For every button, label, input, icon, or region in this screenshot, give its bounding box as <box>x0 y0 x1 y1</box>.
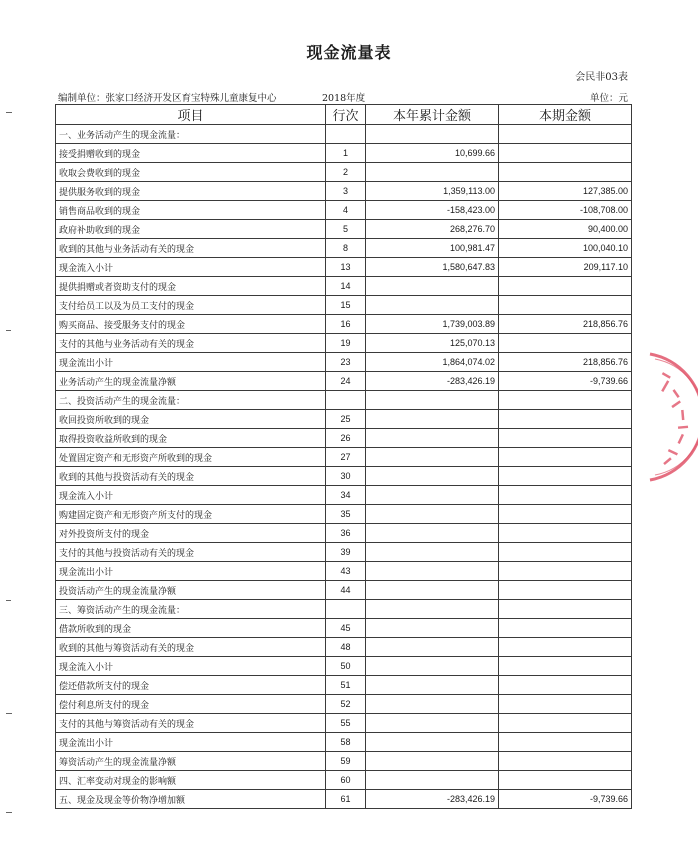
row-ytd-amount <box>366 581 499 600</box>
row-current-amount <box>499 486 632 505</box>
row-item-label: 提供捐赠或者资助支付的现金 <box>56 277 326 296</box>
table-row <box>56 334 632 353</box>
row-ytd-amount: 100,981.47 <box>366 239 499 258</box>
table-row <box>56 581 632 600</box>
row-current-amount <box>499 144 632 163</box>
row-ytd-amount <box>366 600 499 619</box>
row-line-number: 4 <box>326 201 366 220</box>
currency-unit: 单位：元 <box>589 93 628 104</box>
row-current-amount: 209,117.10 <box>499 258 632 277</box>
table-row <box>56 733 632 752</box>
table-row <box>56 752 632 771</box>
row-current-amount <box>499 391 632 410</box>
row-current-amount <box>499 429 632 448</box>
row-current-amount <box>499 733 632 752</box>
row-current-amount <box>499 334 632 353</box>
row-ytd-amount <box>366 429 499 448</box>
table-row <box>56 638 632 657</box>
row-current-amount: 218,856.76 <box>499 353 632 372</box>
row-item-label: 购建固定资产和无形资产所支付的现金 <box>56 505 326 524</box>
row-line-number: 59 <box>326 752 366 771</box>
row-ytd-amount: 10,699.66 <box>366 144 499 163</box>
row-item-label: 业务活动产生的现金流量净额 <box>56 372 326 391</box>
row-line-number <box>326 391 366 410</box>
row-line-number: 39 <box>326 543 366 562</box>
row-item-label: 收取会费收到的现金 <box>56 163 326 182</box>
row-item-label: 现金流入小计 <box>56 657 326 676</box>
row-ytd-amount <box>366 562 499 581</box>
row-current-amount: -9,739.66 <box>499 790 632 809</box>
row-line-number: 2 <box>326 163 366 182</box>
row-ytd-amount <box>366 467 499 486</box>
table-row <box>56 448 632 467</box>
row-item-label: 收回投资所收到的现金 <box>56 410 326 429</box>
row-line-number: 43 <box>326 562 366 581</box>
row-item-label: 偿还借款所支付的现金 <box>56 676 326 695</box>
cash-flow-table <box>55 104 632 809</box>
row-ytd-amount <box>366 524 499 543</box>
row-item-label: 接受捐赠收到的现金 <box>56 144 326 163</box>
row-line-number: 61 <box>326 790 366 809</box>
row-ytd-amount: 1,739,003.89 <box>366 315 499 334</box>
table-row <box>56 315 632 334</box>
row-ytd-amount: 268,276.70 <box>366 220 499 239</box>
table-row <box>56 163 632 182</box>
row-current-amount: -9,739.66 <box>499 372 632 391</box>
table-row <box>56 144 632 163</box>
row-current-amount <box>499 125 632 144</box>
row-line-number: 19 <box>326 334 366 353</box>
organization-seal <box>628 352 698 482</box>
row-current-amount <box>499 676 632 695</box>
row-current-amount <box>499 619 632 638</box>
row-item-label: 处置固定资产和无形资产所收到的现金 <box>56 448 326 467</box>
row-ytd-amount <box>366 733 499 752</box>
row-item-label: 购买商品、接受服务支付的现金 <box>56 315 326 334</box>
table-row <box>56 524 632 543</box>
row-item-label: 现金流出小计 <box>56 562 326 581</box>
row-ytd-amount <box>366 657 499 676</box>
table-row <box>56 714 632 733</box>
row-item-label: 收到的其他与投资活动有关的现金 <box>56 467 326 486</box>
statement-title: 现金流量表 <box>306 43 392 62</box>
table-row <box>56 505 632 524</box>
header-item: 项目 <box>56 105 326 125</box>
row-line-number: 24 <box>326 372 366 391</box>
row-line-number <box>326 600 366 619</box>
table-row <box>56 600 632 619</box>
row-item-label: 现金流入小计 <box>56 486 326 505</box>
table-row <box>56 562 632 581</box>
row-ytd-amount <box>366 448 499 467</box>
row-line-number: 27 <box>326 448 366 467</box>
row-line-number: 16 <box>326 315 366 334</box>
row-ytd-amount <box>366 125 499 144</box>
row-line-number: 52 <box>326 695 366 714</box>
row-ytd-amount <box>366 163 499 182</box>
row-line-number: 48 <box>326 638 366 657</box>
row-current-amount <box>499 163 632 182</box>
row-ytd-amount <box>366 752 499 771</box>
row-current-amount <box>499 714 632 733</box>
table-row <box>56 657 632 676</box>
row-line-number <box>326 125 366 144</box>
row-current-amount: 127,385.00 <box>499 182 632 201</box>
header-current-amount: 本期金额 <box>499 105 632 125</box>
row-item-label: 现金流出小计 <box>56 353 326 372</box>
row-current-amount <box>499 296 632 315</box>
row-ytd-amount: 1,580,647.83 <box>366 258 499 277</box>
row-line-number: 26 <box>326 429 366 448</box>
table-row <box>56 486 632 505</box>
scan-mark <box>6 713 12 714</box>
row-item-label: 现金流出小计 <box>56 733 326 752</box>
row-current-amount <box>499 657 632 676</box>
row-current-amount <box>499 448 632 467</box>
row-ytd-amount <box>366 486 499 505</box>
table-row <box>56 676 632 695</box>
row-line-number: 15 <box>326 296 366 315</box>
row-line-number: 55 <box>326 714 366 733</box>
table-row <box>56 220 632 239</box>
row-current-amount <box>499 505 632 524</box>
table-row <box>56 182 632 201</box>
row-ytd-amount <box>366 676 499 695</box>
row-ytd-amount: -283,426.19 <box>366 372 499 391</box>
table-row <box>56 239 632 258</box>
table-row <box>56 391 632 410</box>
table-row <box>56 790 632 809</box>
row-current-amount <box>499 277 632 296</box>
row-ytd-amount <box>366 771 499 790</box>
row-line-number: 35 <box>326 505 366 524</box>
header-ytd-amount: 本年累计金额 <box>366 105 499 125</box>
row-item-label: 销售商品收到的现金 <box>56 201 326 220</box>
row-item-label: 投资活动产生的现金流量净额 <box>56 581 326 600</box>
row-item-label: 支付给员工以及为员工支付的现金 <box>56 296 326 315</box>
table-row <box>56 467 632 486</box>
row-line-number: 23 <box>326 353 366 372</box>
row-line-number: 36 <box>326 524 366 543</box>
row-current-amount: 90,400.00 <box>499 220 632 239</box>
row-line-number: 51 <box>326 676 366 695</box>
row-ytd-amount <box>366 277 499 296</box>
fiscal-year: 2018年度 <box>322 93 366 104</box>
row-item-label: 四、汇率变动对现金的影响额 <box>56 771 326 790</box>
row-current-amount <box>499 638 632 657</box>
scan-mark <box>6 812 12 813</box>
row-item-label: 支付的其他与投资活动有关的现金 <box>56 543 326 562</box>
table-row <box>56 429 632 448</box>
row-ytd-amount <box>366 505 499 524</box>
row-ytd-amount: 1,359,113.00 <box>366 182 499 201</box>
row-ytd-amount <box>366 638 499 657</box>
table-row <box>56 695 632 714</box>
row-item-label: 取得投资收益所收到的现金 <box>56 429 326 448</box>
row-item-label: 对外投资所支付的现金 <box>56 524 326 543</box>
row-line-number: 45 <box>326 619 366 638</box>
row-ytd-amount <box>366 714 499 733</box>
row-item-label: 收到的其他与业务活动有关的现金 <box>56 239 326 258</box>
row-item-label: 提供服务收到的现金 <box>56 182 326 201</box>
table-header-row <box>56 105 632 125</box>
row-current-amount: 218,856.76 <box>499 315 632 334</box>
table-row <box>56 410 632 429</box>
row-line-number: 3 <box>326 182 366 201</box>
row-current-amount <box>499 467 632 486</box>
row-current-amount <box>499 695 632 714</box>
table-row <box>56 258 632 277</box>
row-line-number: 34 <box>326 486 366 505</box>
row-ytd-amount: 1,864,074.02 <box>366 353 499 372</box>
row-ytd-amount <box>366 619 499 638</box>
row-line-number: 8 <box>326 239 366 258</box>
row-line-number: 25 <box>326 410 366 429</box>
row-ytd-amount: 125,070.13 <box>366 334 499 353</box>
row-current-amount <box>499 581 632 600</box>
row-current-amount <box>499 410 632 429</box>
row-item-label: 借款所收到的现金 <box>56 619 326 638</box>
row-line-number: 30 <box>326 467 366 486</box>
row-ytd-amount <box>366 391 499 410</box>
scan-mark <box>6 112 12 113</box>
row-item-label: 偿付利息所支付的现金 <box>56 695 326 714</box>
form-number: 会民非03表 <box>575 72 628 83</box>
header-line: 行次 <box>326 105 366 125</box>
preparing-unit: 编制单位：张家口经济开发区育宝特殊儿童康复中心 <box>58 93 277 104</box>
row-current-amount <box>499 752 632 771</box>
row-line-number: 58 <box>326 733 366 752</box>
row-item-label: 支付的其他与筹资活动有关的现金 <box>56 714 326 733</box>
row-current-amount <box>499 600 632 619</box>
row-current-amount <box>499 771 632 790</box>
scan-mark <box>6 330 11 331</box>
row-current-amount <box>499 543 632 562</box>
row-ytd-amount <box>366 543 499 562</box>
scan-mark <box>6 600 11 601</box>
row-line-number: 14 <box>326 277 366 296</box>
table-row <box>56 277 632 296</box>
row-item-label: 筹资活动产生的现金流量净额 <box>56 752 326 771</box>
row-item-label: 三、筹资活动产生的现金流量： <box>56 600 326 619</box>
table-body <box>56 125 632 809</box>
row-ytd-amount: -283,426.19 <box>366 790 499 809</box>
table-row <box>56 372 632 391</box>
table-row <box>56 125 632 144</box>
row-item-label: 二、投资活动产生的现金流量： <box>56 391 326 410</box>
table-row <box>56 619 632 638</box>
row-line-number: 50 <box>326 657 366 676</box>
row-current-amount: -108,708.00 <box>499 201 632 220</box>
row-ytd-amount <box>366 695 499 714</box>
row-line-number: 1 <box>326 144 366 163</box>
table-row <box>56 296 632 315</box>
table-row <box>56 543 632 562</box>
row-ytd-amount <box>366 410 499 429</box>
row-line-number: 13 <box>326 258 366 277</box>
table-row <box>56 201 632 220</box>
row-current-amount: 100,040.10 <box>499 239 632 258</box>
row-current-amount <box>499 562 632 581</box>
row-line-number: 60 <box>326 771 366 790</box>
row-item-label: 五、现金及现金等价物净增加额 <box>56 790 326 809</box>
row-item-label: 一、业务活动产生的现金流量： <box>56 125 326 144</box>
table-row <box>56 771 632 790</box>
row-ytd-amount: -158,423.00 <box>366 201 499 220</box>
table-row <box>56 353 632 372</box>
row-line-number: 44 <box>326 581 366 600</box>
row-line-number: 5 <box>326 220 366 239</box>
row-current-amount <box>499 524 632 543</box>
row-item-label: 现金流入小计 <box>56 258 326 277</box>
row-ytd-amount <box>366 296 499 315</box>
row-item-label: 收到的其他与筹资活动有关的现金 <box>56 638 326 657</box>
row-item-label: 政府补助收到的现金 <box>56 220 326 239</box>
row-item-label: 支付的其他与业务活动有关的现金 <box>56 334 326 353</box>
